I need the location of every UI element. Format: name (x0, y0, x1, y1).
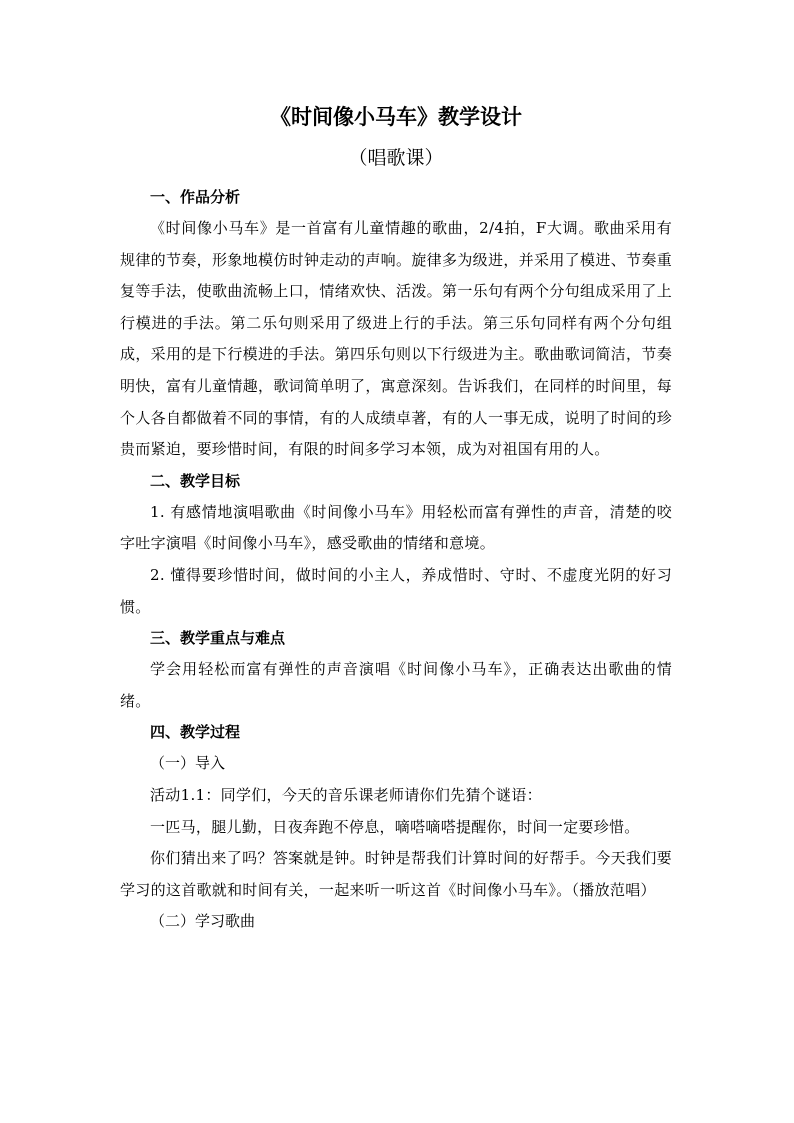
subsection-heading-intro: （一）导入 (150, 754, 226, 773)
riddle-paragraph: 一匹马，腿儿勤，日夜奔跑不停息，嘀嗒嘀嗒提醒你，时间一定要珍惜。 (150, 817, 640, 836)
section-heading-analysis: 一、作品分析 (150, 188, 241, 206)
key-points-paragraph: 学会用轻松而富有弹性的声音演唱《时间像小马车》，正确表达出歌曲的情绪。 (120, 660, 672, 710)
activity-paragraph: 活动1.1：同学们，今天的音乐课老师请你们先猜个谜语： (150, 785, 542, 804)
objective-item-2: 2. 懂得要珍惜时间，做时间的小主人，养成惜时、守时、不虚度光阴的好习惯。 (120, 565, 672, 616)
subsection-heading-learn-song: （二）学习歌曲 (150, 912, 256, 931)
section-heading-key-points: 三、教学重点与难点 (150, 629, 286, 648)
document-title: 《时间像小马车》教学设计 (270, 104, 522, 129)
answer-paragraph: 你们猜出来了吗？答案就是钟。时钟是帮我们计算时间的好帮手。今天我们要学习的这首歌就和时间有关，一起来听一听这首《时间像小马车》。（播放范唱） (120, 849, 672, 899)
document-subtitle: （唱歌课） (348, 147, 444, 169)
section-heading-process: 四、教学过程 (150, 723, 241, 742)
document-body (120, 96, 672, 938)
objective-item-1: 1. 有感情地演唱歌曲《时间像小马车》用轻松而富有弹性的声音，清楚的咬字吐字演唱《时间像小马车》，感受歌曲的情绪和意境。 (120, 502, 672, 553)
analysis-paragraph: 《时间像小马车》是一首富有儿童情趣的歌曲，2/4拍，F大调。歌曲采用有规律的节奏，形象地模仿时钟走动的声响。旋律多为级进，并采用了模进、节奏重复等手法，使歌曲流畅上口，情绪欢快、活泼。第一乐句有两个分句组成采用了上行模进的手法。第二乐句则采用了级进上行的手法。第三乐句同样有两个分句组成，采用的是下行模进的手法。第四乐句则以下行级进为主。歌曲歌词简洁，节奏明快，富有儿童情趣，歌词简单明了，寓意深刻。告诉我们，在同样的时间里，每个人各自都做着不同的事情，有的人成绩卓著，有的人一事无成，说明了时间的珍贵而紧迫，要珍惜时间，有限的时间多学习本领，成为对祖国有用的人。 (120, 219, 672, 459)
section-heading-objectives: 二、教学目标 (150, 471, 241, 490)
